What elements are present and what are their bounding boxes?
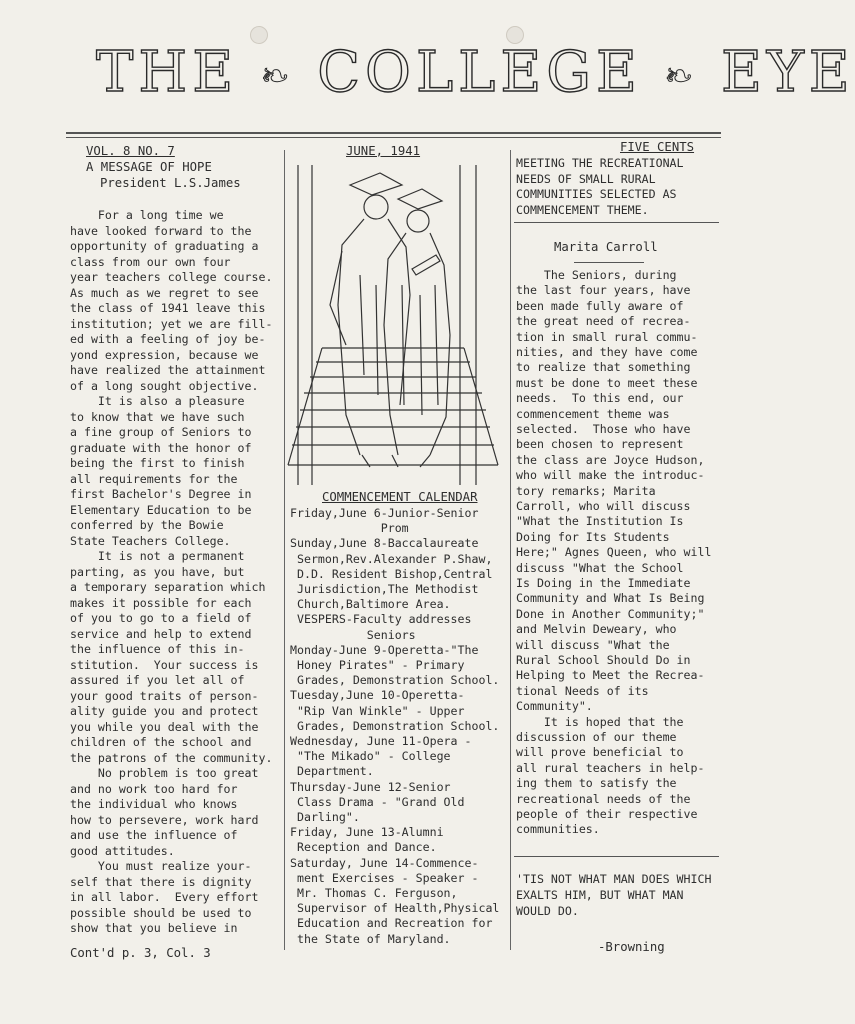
col1-body-line: class from our own four	[70, 254, 231, 269]
col1-body-line: It is also a pleasure	[70, 394, 245, 408]
col1-body-line: opportunity of graduating a	[70, 239, 259, 253]
col1-body-line: have looked forward to the	[70, 223, 252, 238]
col3-body-line: been chosen to represent	[516, 437, 684, 452]
issue-price: FIVE CENTS	[620, 140, 695, 154]
col1-body-line: You must realize your-	[70, 859, 252, 873]
col3-body-line: nities, and they have come	[516, 345, 698, 359]
col1-body-line: in all labor. Every effort	[70, 890, 259, 904]
col2-body-line: Jurisdiction,The Methodist	[290, 582, 479, 596]
col3-body-line: discuss "What the School	[516, 560, 684, 575]
col2-body-line: D.D. Resident Bishop,Central	[290, 566, 493, 581]
col1-body-line: show that you believe in	[70, 921, 238, 935]
col3-body-line: the great need of recrea-	[516, 314, 691, 329]
col1-body-line: graduate with the honor of	[70, 440, 252, 455]
col2-body-line: the State of Maryland.	[290, 931, 451, 946]
col3-head-rule	[514, 222, 719, 223]
col3-quote-line: 'TIS NOT WHAT MAN DOES WHICH	[516, 872, 712, 886]
seal-icon: ❧	[260, 56, 295, 97]
col1-body-line: As much as we regret to see	[70, 285, 259, 300]
col3-head-line: COMMENCEMENT THEME.	[516, 202, 649, 217]
col2-body-line: Friday,June 6-Junior-Senior	[290, 506, 479, 520]
col3-head-line: COMMUNITIES SELECTED AS	[516, 187, 677, 201]
col2-body-line: Tuesday,June 10-Operetta-	[290, 688, 465, 703]
col3-body-line: will discuss "What the	[516, 637, 670, 652]
col3-body-line: to realize that something	[516, 360, 691, 375]
col2-body-line: Saturday, June 14-Commence-	[290, 855, 479, 870]
col2-body-line: Church,Baltimore Area.	[290, 597, 451, 612]
col3-body-line: Doing for Its Students	[516, 529, 670, 544]
col3-body-line: It is hoped that the	[516, 714, 684, 729]
col3-body-line: will prove beneficial to	[516, 745, 684, 760]
col2-body-line: Prom	[290, 521, 409, 536]
col1-body-line: ed with a feeling of joy be-	[70, 332, 266, 346]
col1-body-line: the class of 1941 leave this	[70, 301, 266, 315]
col2-body-line: Education and Recreation for	[290, 916, 493, 931]
col2-body-line: Grades, Demonstration School.	[290, 673, 500, 688]
col3-quote-line: WOULD DO.	[516, 904, 579, 918]
col2-body-line: VESPERS-Faculty addresses	[290, 612, 472, 627]
col1-contd: Cont'd p. 3, Col. 3	[70, 946, 211, 960]
graduate-1-gown	[338, 219, 410, 455]
col1-body-line: assured if you let all of	[70, 673, 245, 687]
col3-body-line: The Seniors, during	[516, 268, 677, 282]
col1-body-line: a temporary separation which	[70, 580, 266, 594]
col3-body-line: tory remarks; Marita	[516, 483, 656, 498]
col1-body-line: you while you deal with the	[70, 719, 259, 734]
col1-body-line: have realized the attainment	[70, 363, 266, 377]
col3-head-line: MEETING THE RECREATIONAL	[516, 156, 684, 170]
col3-body-line: Rural School Should Do in	[516, 653, 691, 667]
col3-body-line: "What the Institution Is	[516, 514, 684, 529]
col1-body-line: good attitudes.	[70, 843, 175, 858]
col1-body-line: year teachers college course.	[70, 270, 273, 284]
col3-body-line: who will make the introduc-	[516, 468, 705, 483]
stair-lines	[288, 348, 498, 465]
col1-body-line: conferred by the Bowie	[70, 518, 224, 532]
col1-body-line: of you to go to a field of	[70, 611, 252, 625]
masthead-eye: EYE	[720, 40, 855, 105]
col1-body-line: the individual who knows	[70, 797, 238, 811]
col2-body-line: Honey Pirates" - Primary	[290, 658, 465, 672]
calendar-heading: COMMENCEMENT CALENDAR	[322, 490, 478, 504]
col3-byline: Marita Carroll	[554, 240, 658, 254]
col1-body-line: possible should be used to	[70, 905, 252, 920]
col2-body-line: Darling".	[290, 810, 360, 824]
col1-body-line: Elementary Education to be	[70, 502, 252, 517]
column-rule-right	[510, 150, 511, 950]
col3-body-line: Helping to Meet the Recrea-	[516, 668, 705, 683]
col1-body-line: all requirements for the	[70, 471, 238, 486]
col1-body-line: State Teachers College.	[70, 533, 231, 548]
col2-body-line: Monday-June 9-Operetta-"The	[290, 642, 479, 657]
col3-body-line: commencement theme was	[516, 406, 670, 421]
col1-body-line: a fine group of Seniors to	[70, 425, 252, 439]
col3-body-line: selected. Those who have	[516, 422, 691, 436]
col1-body-line: to know that we have such	[70, 409, 245, 424]
col3-head-line: NEEDS OF SMALL RURAL	[516, 171, 656, 186]
col3-body-line: Here;" Agnes Queen, who will	[516, 545, 712, 560]
col3-body-line: ing them to satisfy the	[516, 776, 677, 791]
col1-body-line: ality guide you and protect	[70, 704, 259, 718]
pillar-left	[298, 165, 312, 485]
col2-body-line: Class Drama - "Grand Old	[290, 794, 465, 809]
col1-body-line: and use the influence of	[70, 828, 238, 842]
col3-body-line: discussion of our theme	[516, 730, 677, 744]
stair-side	[288, 348, 498, 465]
col1-body-line: institution; yet we are fill-	[70, 316, 273, 331]
col1-byline: President L.S.James	[100, 176, 241, 190]
col1-body-line: of a long sought objective.	[70, 378, 259, 393]
col3-body-line: the last four years, have	[516, 283, 691, 298]
col1-body-line: first Bachelor's Degree in	[70, 487, 252, 501]
col3-body-line: Is Doing in the Immediate	[516, 576, 691, 590]
col1-body-line: and no work too hard for	[70, 781, 238, 796]
quote-author: -Browning	[598, 940, 665, 954]
col1-body-line: the influence of this in-	[70, 642, 245, 656]
col2-body-line: Friday, June 13-Alumni	[290, 825, 444, 840]
issue-volume: VOL. 8 NO. 7	[86, 144, 175, 158]
issue-date: JUNE, 1941	[346, 144, 421, 158]
seal-icon-2: ❧	[664, 56, 699, 97]
col1-body-line: It is not a permanent	[70, 549, 245, 563]
col2-body-line: Mr. Thomas C. Ferguson,	[290, 886, 458, 900]
col1-body-line: makes it possible for each	[70, 595, 252, 610]
col3-body-line: must be done to meet these	[516, 375, 698, 390]
col1-body-line: No problem is too great	[70, 766, 259, 780]
col2-body-line: Grades, Demonstration School.	[290, 718, 500, 733]
masthead-rule-thin	[66, 137, 721, 138]
col2-body-line: Department.	[290, 764, 374, 779]
col1-body-line: how to persevere, work hard	[70, 812, 259, 827]
col2-body-line: Sermon,Rev.Alexander P.Shaw,	[290, 551, 493, 566]
col2-body-line: "The Mikado" - College	[290, 749, 451, 764]
masthead-college: COLLEGE	[317, 40, 642, 105]
col1-headline: A MESSAGE OF HOPE	[86, 160, 212, 174]
col1-body-line: For a long time we	[70, 208, 224, 222]
col2-body-line: "Rip Van Winkle" - Upper	[290, 703, 465, 718]
col3-byline-rule	[574, 262, 644, 263]
col1-body-line: your good traits of person-	[70, 688, 259, 703]
col3-body-line: and Melvin Deweary, who	[516, 622, 677, 637]
col3-body-line: Done in Another Community;"	[516, 606, 705, 621]
col3-body-line: people of their respective	[516, 807, 698, 821]
col2-body-line: Seniors	[290, 627, 416, 642]
col2-body-line: ment Exercises - Speaker -	[290, 870, 479, 885]
col1-body-line: self that there is dignity	[70, 874, 252, 889]
col1-body-line: stitution. Your success is	[70, 657, 259, 672]
col3-quote-line: EXALTS HIM, BUT WHAT MAN	[516, 888, 684, 902]
col3-body-line: communities.	[516, 822, 600, 837]
pillar-right	[460, 165, 476, 485]
col3-body-line: all rural teachers in help-	[516, 760, 705, 775]
col2-body-line: Thursday-June 12-Senior	[290, 779, 451, 794]
col3-body-line: the class are Joyce Hudson,	[516, 452, 705, 467]
graduates-illustration	[280, 155, 504, 485]
col2-body-line: Reception and Dance.	[290, 840, 437, 855]
masthead-the: THE	[96, 40, 239, 105]
col3-body-line: been made fully aware of	[516, 298, 684, 313]
graduate-1-head	[364, 195, 388, 219]
quote-rule	[514, 856, 719, 857]
col3-body-line: recreational needs of the	[516, 791, 691, 806]
col1-body-line: the patrons of the community.	[70, 750, 273, 765]
col2-body-line: Supervisor of Health,Physical	[290, 901, 500, 916]
col2-body-line: Sunday,June 8-Baccalaureate	[290, 536, 479, 551]
graduate-2-cap	[398, 189, 442, 209]
col3-body-line: tional Needs of its	[516, 683, 649, 698]
graduate-2-diploma	[412, 255, 440, 275]
gown-folds	[360, 275, 438, 415]
col1-body-line: yond expression, because we	[70, 347, 259, 362]
col3-body-line: tion in small rural commu-	[516, 329, 698, 344]
col1-body-line: being the first to finish	[70, 456, 245, 470]
col3-body-line: Community and What Is Being	[516, 591, 705, 606]
graduate-1-cap	[350, 173, 402, 195]
col1-body-line: service and help to extend	[70, 626, 252, 641]
col3-body-line: Carroll, who will discuss	[516, 499, 691, 513]
col3-body-line: needs. To this end, our	[516, 391, 684, 406]
col2-body-line: Wednesday, June 11-Opera -	[290, 734, 472, 748]
col3-body-line: Community".	[516, 699, 593, 714]
col1-body-line: children of the school and	[70, 735, 252, 749]
masthead	[96, 38, 855, 108]
graduate-2-head	[407, 210, 429, 232]
col1-body-line: parting, as you have, but	[70, 564, 245, 579]
masthead-rule	[66, 132, 721, 134]
